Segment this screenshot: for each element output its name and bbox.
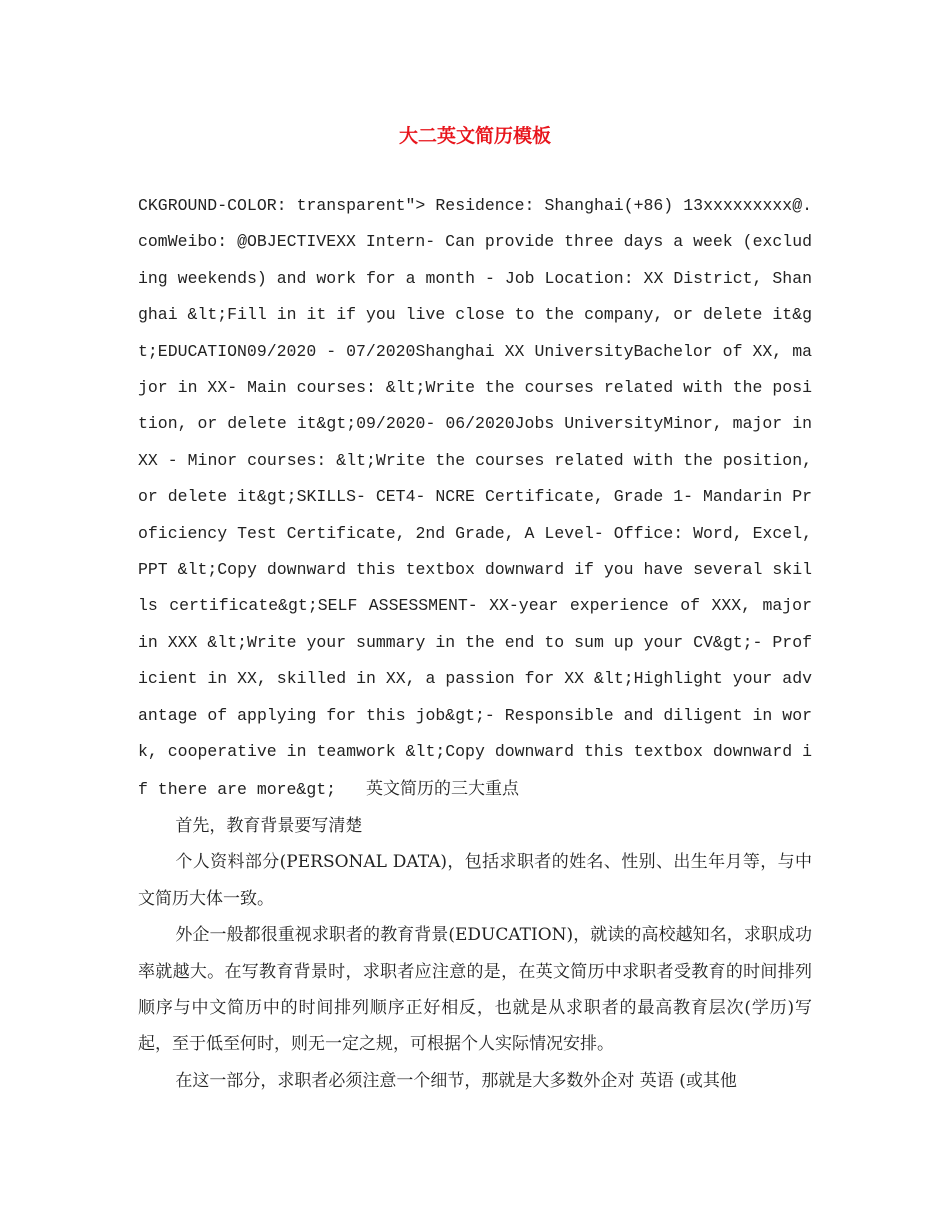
paragraph-detail: 在这一部分，求职者必须注意一个细节，那就是大多数外企对 英语 (或其他 xyxy=(175,1070,737,1091)
paragraph-education-heading: 首先，教育背景要写清楚 xyxy=(175,815,363,836)
paragraph-education: 外企一般都很重视求职者的教育背景(EDUCATION)，就读的高校越知名，求职成功率就越大。在写教育背景时，求职者应注意的是，在英文简历中求职者受教育的时间排列顺序与中文简历中的时间排列顺序正好相反，也就是从求职者的最高教育层次(学历)写起，至于低至何时，则无一定之规，可根据个人实际情况安排。 xyxy=(138,925,812,1055)
resume-template-english: CKGROUND-COLOR: transparent"> Residence: Shanghai(+86) 13xxxxxxxxx@.comWeibo: @OBJECTIVEXX Intern- Can provide three days a week (excluding weekends) and work for a month - Job Location: XX District, Shanghai &lt;Fill in it if you live close to the company, or delete it&gt;EDUCATION09/2020 - 07/2020Shanghai XX UniversityBachelor of XX, major in XX- Main courses: &lt;Write the courses related with the position, or delete it&gt;09/2020- 06/2020Jobs UniversityMinor, major in XX - Minor courses: &lt;Write the courses related with the position, or delete it&gt;SKILLS- CET4- NCRE Certificate, Grade 1- Mandarin Proficiency Test Certificate, 2nd Grade, A Level- Office: Word, Excel, PPT &lt;Copy downward this textbox downward if you have several skills certificate&gt;SELF ASSESSMENT- XX-year experience of XXX, major in XXX &lt;Write your summary in the end to sum up your CV&gt;- Proficient in XX, skilled in XX, a passion for XX &lt;Highlight your advantage of applying for this job&gt;- Responsible and diligent in work, cooperative in teamwork &lt;Copy downward this textbox downward if there are more&gt; xyxy=(138,196,812,799)
key-points-heading: 英文简历的三大重点 xyxy=(366,778,520,799)
resume-template-text xyxy=(138,188,812,808)
document-body xyxy=(138,188,812,1099)
document-title: 大二英文简历模板 xyxy=(398,125,551,147)
paragraph-personal-data: 个人资料部分(PERSONAL DATA)，包括求职者的姓名、性别、出生年月等，与中文简历大体一致。 xyxy=(138,852,812,909)
